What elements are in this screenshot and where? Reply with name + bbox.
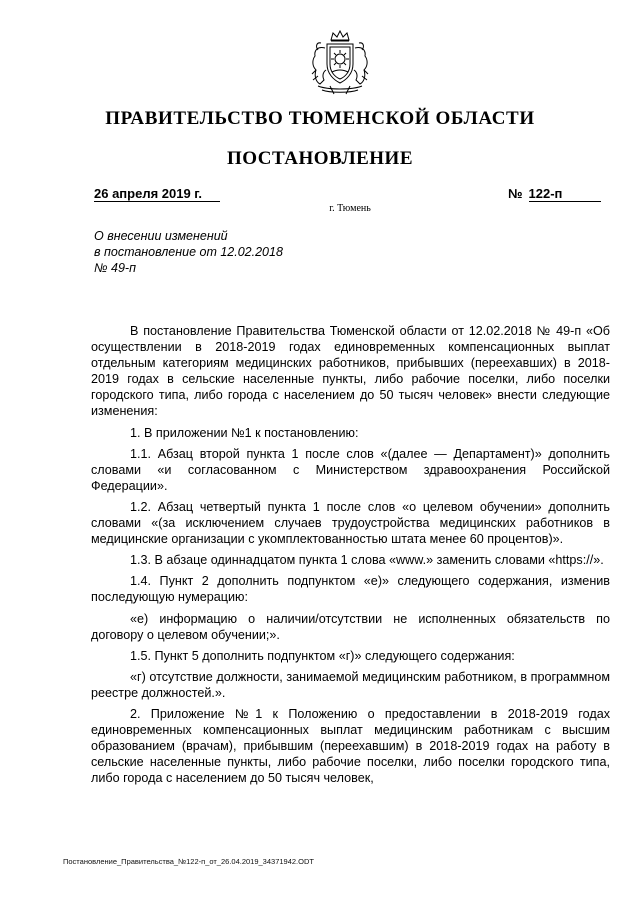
document-number (508, 186, 604, 202)
coat-of-arms-icon (300, 28, 380, 100)
paragraph-item-1-5: 1.5. Пункт 5 дополнить подпунктом «г)» следующего содержания: (130, 648, 515, 663)
footer-filename: Постановление_Правительства_№122-п_от_26.04.2019_34371942.ODT (63, 857, 314, 866)
subject-line: в постановление от 12.02.2018 (94, 245, 283, 259)
city-label: г. Тюмень (329, 203, 371, 214)
paragraph-item-1-1: 1.1. Абзац второй пункта 1 после слов «(далее — Департамент)» дополнить словами «и согласованном с Министерством здравоохранения Российской Федерации». (91, 446, 610, 493)
paragraph-quote-e: «е) информацию о наличии/отсутствии не исполненных обязательств по договору о целевом обучении;». (91, 611, 610, 642)
number-value: 122-п (529, 186, 601, 202)
document-body (91, 323, 610, 791)
document-subject (94, 228, 354, 276)
document-date: 26 апреля 2019 г. (94, 186, 220, 202)
paragraph-item-1-2: 1.2. Абзац четвертый пункта 1 после слов «о целевом обучении» дополнить словами «(за исключением случаев трудоустройства медицинских работников в медицинские организации с укомплектованностью штата менее 60 процентов)». (91, 499, 610, 547)
subject-line: № 49-п (94, 261, 136, 275)
paragraph-item-1: 1. В приложении №1 к постановлению: (130, 425, 359, 440)
paragraph-item-1-3: 1.3. В абзаце одиннадцатом пункта 1 слова «www.» заменить словами «https://». (130, 553, 604, 568)
paragraph-item-2: 2. Приложение №1 к Положению о предоставлении в 2018-2019 годах единовременных компенсационных выплат медицинским работникам с высшим образованием (врачам), прибывшим (переехавшим) в 2018-2019 годах на работу в сельские населенные пункты, либо рабочие поселки, либо поселки городского типа, либо города с населением до 50 тысяч человек, (91, 706, 610, 786)
document-type-title: ПОСТАНОВЛЕНИЕ (226, 148, 414, 169)
government-title: ПРАВИТЕЛЬСТВО ТЮМЕНСКОЙ ОБЛАСТИ (105, 108, 535, 129)
number-prefix: № (508, 186, 523, 201)
subject-line: О внесении изменений (94, 229, 228, 243)
paragraph-intro: В постановление Правительства Тюменской области от 12.02.2018 № 49-п «Об осуществлении в 2018-2019 годах единовременных компенсационных выплат отдельным категориям медицинских работников, прибывших (переехавших) в 2018-2019 годах в сельские населенные пункты, либо рабочие поселки, либо поселки городского типа, либо города с населением до 50 тысяч человек» внести следующие изменения: (91, 324, 610, 419)
paragraph-item-1-4: 1.4. Пункт 2 дополнить подпунктом «е)» следующего содержания, изменив последующую нумерацию: (91, 574, 610, 605)
paragraph-quote-g: «г) отсутствие должности, занимаемой медицинским работником, в программном реестре должностей.». (91, 669, 610, 700)
